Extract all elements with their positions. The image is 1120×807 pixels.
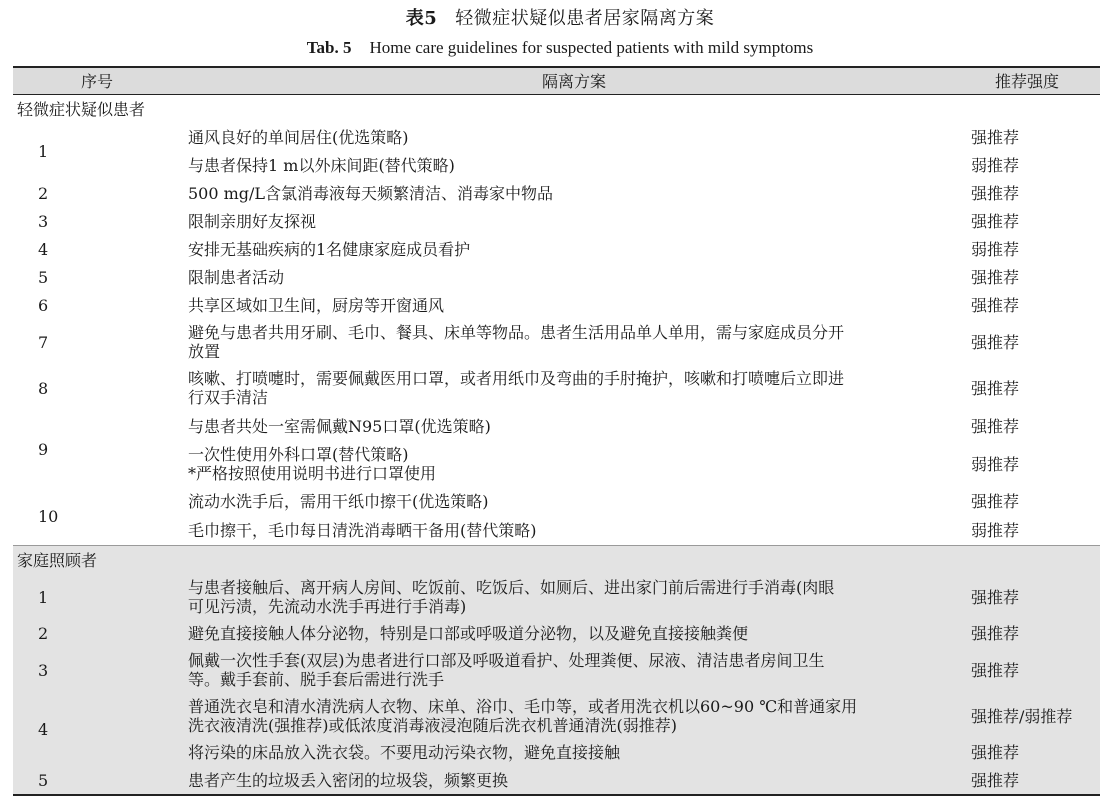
table-caption-en (0, 38, 1120, 58)
row-strength: 弱推荐 (971, 239, 1020, 259)
row-text (181, 441, 967, 487)
table-row (13, 319, 1100, 365)
row-strength: 强推荐 (971, 211, 1020, 231)
row-number: 3 (38, 211, 49, 231)
group-header (13, 546, 1100, 575)
row-number: 6 (38, 295, 49, 315)
row-text: 患者产生的垃圾丢入密闭的垃圾袋，频繁更换 (181, 766, 967, 795)
row-number: 1 (13, 574, 181, 620)
row-number: 2 (38, 183, 49, 203)
table-row (13, 647, 1100, 693)
group-header (13, 95, 1100, 124)
table-row (13, 263, 1100, 291)
row-strength: 强推荐/弱推荐 (967, 693, 1100, 739)
row-strength: 强推荐 (971, 491, 1020, 511)
group-suspected-patients (13, 95, 1100, 546)
row-strength: 强推荐 (971, 295, 1020, 315)
row-strength: 强推荐 (971, 332, 1020, 352)
row-strength: 强推荐 (967, 620, 1100, 647)
row-text-line: 普通洗衣皂和清水清洗病人衣物、床单、浴巾、毛巾等，或者用洗衣机以60~90 ℃和普通家用 (188, 697, 858, 716)
row-text-line: 放置 (188, 342, 221, 361)
group-label: 家庭照顾者 (13, 546, 1100, 575)
table-row (13, 235, 1100, 263)
table-caption-cn (0, 4, 1120, 30)
guidelines-table (13, 66, 1100, 796)
row-text-line: 可见污渍，先流动水洗手再进行手消毒) (188, 597, 467, 616)
table-row (13, 411, 1100, 441)
row-text: 通风良好的单间居住(优选策略) (188, 127, 409, 147)
row-text: 避免直接接触人体分泌物，特别是口部或呼吸道分泌物，以及避免直接接触粪便 (181, 620, 967, 647)
row-strength: 强推荐 (971, 267, 1020, 287)
row-number: 5 (38, 267, 49, 287)
table-row (13, 207, 1100, 235)
row-text: 安排无基础疾病的1名健康家庭成员看护 (188, 239, 471, 259)
row-text (181, 574, 967, 620)
row-text-line: 咳嗽、打喷嚏时，需要佩戴医用口罩，或者用纸巾及弯曲的手肘掩护，咳嗽和打喷嚏后立即进 (188, 369, 845, 388)
row-text (181, 365, 967, 411)
table-row (13, 365, 1100, 411)
row-text: 将污染的床品放入洗衣袋。不要甩动污染衣物，避免直接接触 (181, 739, 967, 766)
row-strength: 弱推荐 (971, 520, 1020, 540)
row-text-line: 避免与患者共用牙刷、毛巾、餐具、床单等物品。患者生活用品单人单用，需与家庭成员分开 (188, 323, 845, 342)
row-text: 与患者保持1 m以外床间距(替代策略) (188, 155, 455, 175)
row-text-line: 与患者接触后、离开病人房间、吃饭前、吃饭后、如厕后、进出家门前后需进行手消毒(肉眼 (188, 578, 835, 597)
row-number: 10 (38, 506, 59, 526)
table-row (13, 123, 1100, 151)
table-row (13, 487, 1100, 515)
row-text-line: 一次性使用外科口罩(替代策略) (188, 445, 409, 464)
row-text: 与患者共处一室需佩戴N95口罩(优选策略) (188, 416, 491, 436)
row-strength: 强推荐 (971, 183, 1020, 203)
row-text: 流动水洗手后，需用干纸巾擦干(优选策略) (188, 491, 489, 511)
row-text (181, 693, 967, 739)
row-number: 5 (13, 766, 181, 795)
row-number: 3 (13, 647, 181, 693)
caption-cn-label: 表5 (405, 8, 438, 29)
row-number: 4 (38, 239, 49, 259)
table-row (13, 291, 1100, 319)
row-number: 7 (38, 332, 49, 352)
row-strength: 强推荐 (967, 739, 1100, 766)
row-strength: 强推荐 (967, 574, 1100, 620)
row-number: 8 (38, 378, 49, 398)
row-text-line: 行双手清洁 (188, 388, 269, 407)
header-index: 序号 (13, 67, 181, 95)
row-strength: 强推荐 (971, 378, 1020, 398)
row-text (181, 319, 967, 365)
row-text: 限制患者活动 (188, 267, 285, 287)
caption-en-title: Home care guidelines for suspected patients with mild symptoms (369, 38, 814, 57)
caption-cn-title: 轻微症状疑似患者居家隔离方案 (455, 8, 715, 29)
row-text: 毛巾擦干，毛巾每日清洗消毒晒干备用(替代策略) (188, 520, 537, 540)
header-row (13, 67, 1100, 95)
row-text-line: 洗衣液清洗(强推荐)或低浓度消毒液浸泡随后洗衣机普通清洗(弱推荐) (188, 716, 677, 735)
row-text-line: 佩戴一次性手套(双层)为患者进行口部及呼吸道看护、处理粪便、尿液、清洁患者房间卫生 (188, 651, 825, 670)
table-row (13, 574, 1100, 620)
header-plan: 隔离方案 (181, 67, 967, 95)
row-text: 限制亲朋好友探视 (188, 211, 317, 231)
row-strength: 强推荐 (967, 647, 1100, 693)
row-number: 2 (13, 620, 181, 647)
row-text: 共享区域如卫生间，厨房等开窗通风 (188, 295, 445, 315)
row-number: 1 (38, 141, 49, 161)
row-text-line: *严格按照使用说明书进行口罩使用 (188, 464, 437, 483)
table-row (13, 620, 1100, 647)
row-text: 500 mg/L含氯消毒液每天频繁清洁、消毒家中物品 (188, 183, 554, 203)
row-strength: 强推荐 (971, 127, 1020, 147)
row-text-line: 等。戴手套前、脱手套后需进行洗手 (188, 670, 445, 689)
row-strength: 强推荐 (967, 766, 1100, 795)
row-strength: 弱推荐 (971, 155, 1020, 175)
row-text (181, 647, 967, 693)
header-strength: 推荐强度 (967, 67, 1100, 95)
row-strength: 强推荐 (971, 416, 1020, 436)
table-row (13, 766, 1100, 795)
row-number: 9 (38, 439, 49, 459)
caption-en-label: Tab. 5 (306, 38, 352, 57)
group-label: 轻微症状疑似患者 (17, 99, 146, 119)
row-number: 4 (13, 693, 181, 766)
group-family-caregivers (13, 546, 1100, 796)
row-strength: 弱推荐 (971, 454, 1020, 474)
table-row (13, 693, 1100, 739)
table-row (13, 179, 1100, 207)
